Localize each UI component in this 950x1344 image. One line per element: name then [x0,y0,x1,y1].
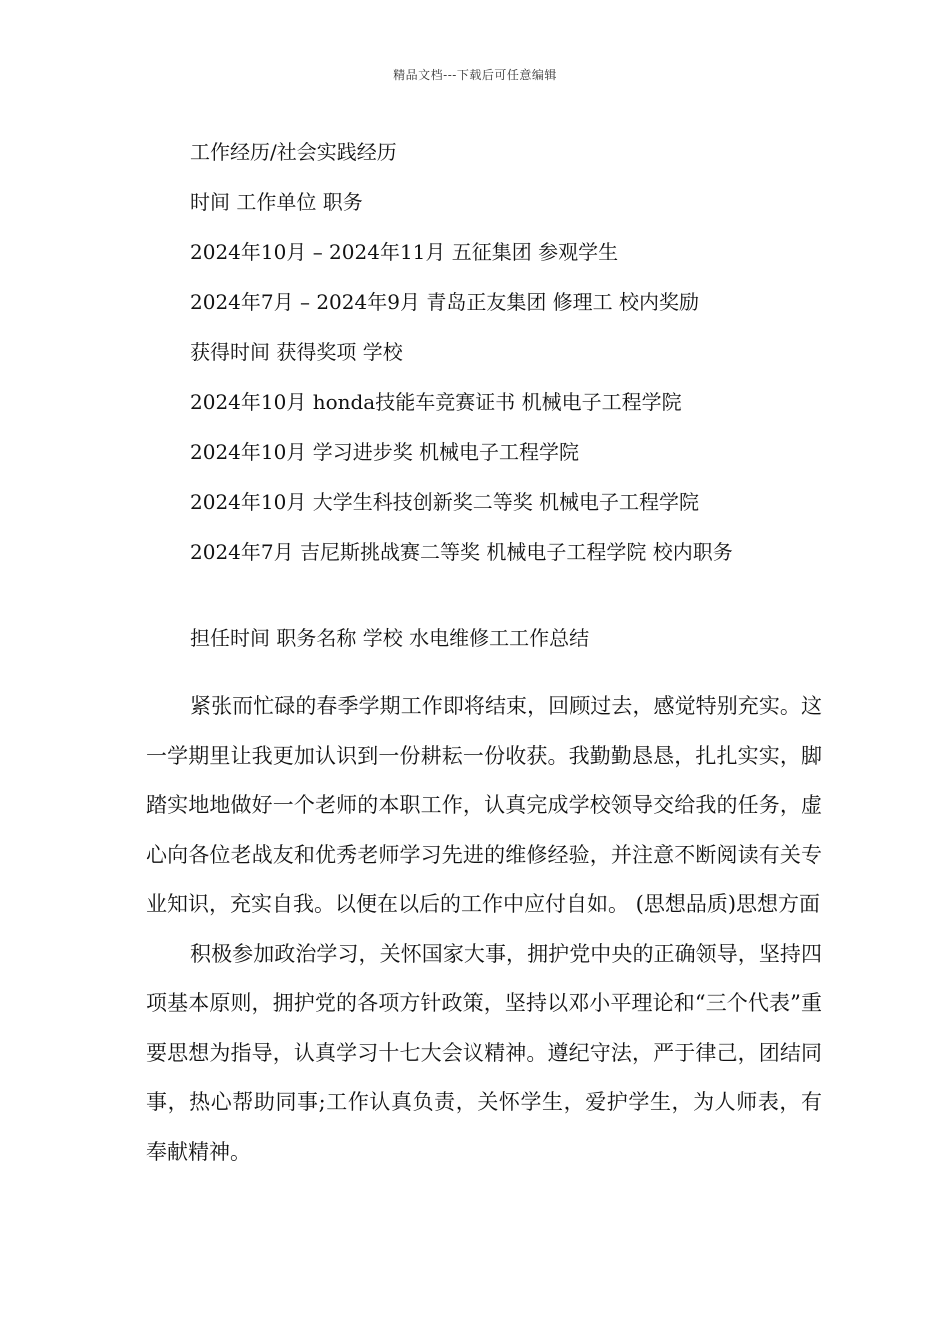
work-table-header: 时间 工作单位 职务 [190,190,363,214]
award-table-header: 获得时间 获得奖项 学校 [190,340,403,364]
work-entry: 2024年10月 – 2024年11月 五征集团 参观学生 [190,240,619,264]
section-title-work-experience: 工作经历/社会实践经历 [190,140,397,164]
page-header: 精品文档---下载后可任意编辑 [393,68,557,82]
body-paragraph: 紧张而忙碌的春季学期工作即将结束，回顾过去，感觉特别充实。这一学期里让我更加认识到一份耕耘一份收获。我勤勤恳恳，扎扎实实，脚踏实地地做好一个老师的本职工作，认真完成学校领导交给我的任务，虚心向各位老战友和优秀老师学习先进的维修经验，并注意不断阅读有关专业知识，充实自我。以便在以后的工作中应付自如。 (思想品质)思想方面 [146,694,822,916]
body-paragraph: 积极参加政治学习，关怀国家大事，拥护党中央的正确领导，坚持四项基本原则，拥护党的各项方针政策，坚持以邓小平理论和“三个代表”重要思想为指导，认真学习十七大会议精神。遵纪守法，严于律己，团结同事，热心帮助同事;工作认真负责，关怀学生，爱护学生，为人师表，有奉献精神。 [146,941,822,1164]
summary-body [146,682,822,1177]
award-entry: 2024年10月 honda技能车竞赛证书 机械电子工程学院 [190,390,682,414]
work-entry: 2024年7月 – 2024年9月 青岛正友集团 修理工 校内奖励 [190,290,700,314]
award-entry: 2024年10月 学习进步奖 机械电子工程学院 [190,440,580,464]
resume-lines [190,136,890,672]
position-header-and-summary-title: 担任时间 职务名称 学校 水电维修工工作总结 [190,626,590,650]
award-entry: 2024年10月 大学生科技创新奖二等奖 机械电子工程学院 [190,490,700,514]
award-entry: 2024年7月 吉尼斯挑战赛二等奖 机械电子工程学院 校内职务 [190,540,733,564]
